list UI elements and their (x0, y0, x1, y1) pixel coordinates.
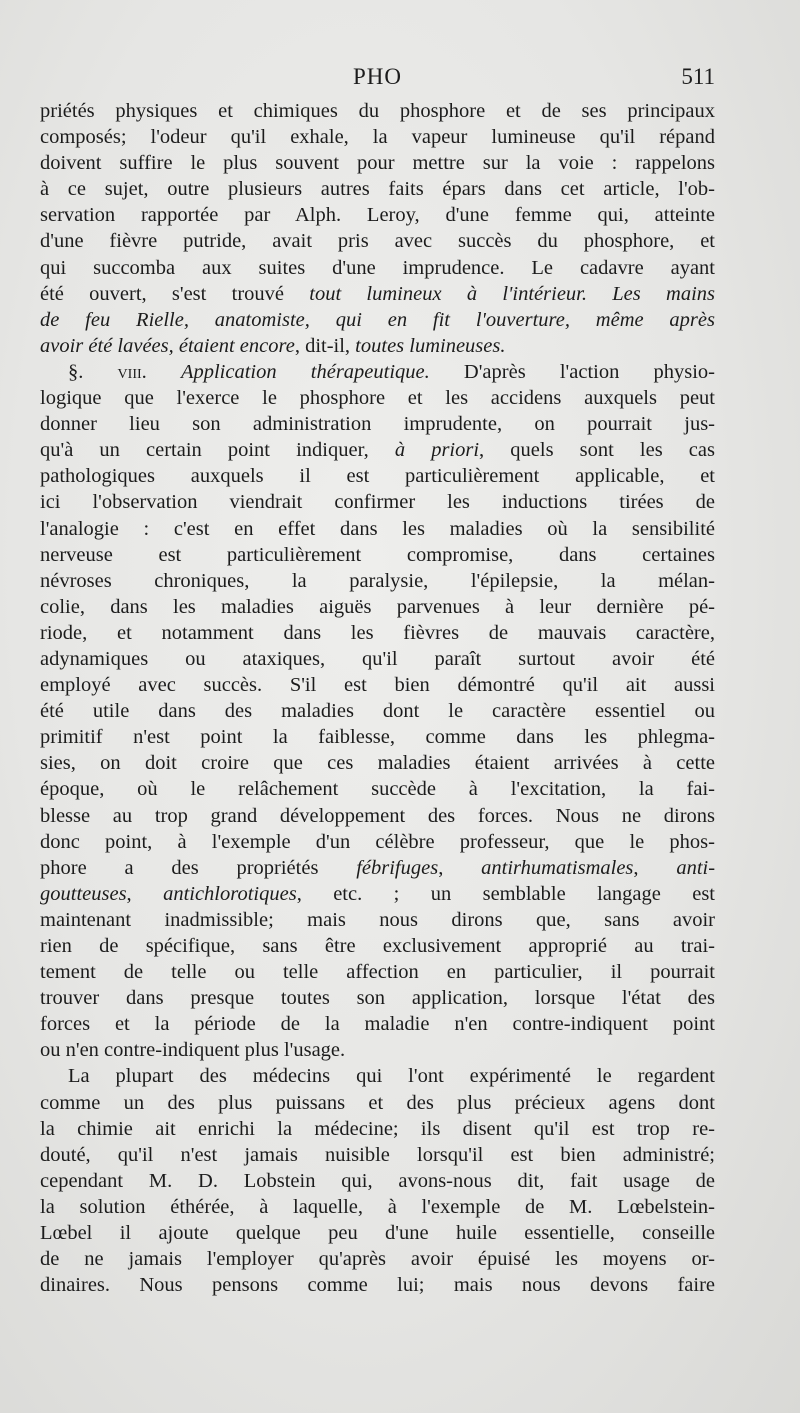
text-line: douté, qu'il n'est jamais nuisible lorsqu'il est bien administré; (40, 1143, 715, 1166)
body-text (40, 98, 715, 1298)
text-line: époque, où le relâchement succède à l'excitation, la fai- (40, 778, 715, 801)
text-line: d'une fièvre putride, avait pris avec succès du phosphore, et (40, 230, 715, 253)
text-line: névroses chroniques, la paralysie, l'épilepsie, la mélan- (40, 569, 715, 592)
text-line: doivent suffire le plus souvent pour mettre sur la voie : rappelons (40, 152, 715, 175)
text-line: pathologiques auxquels il est particulièrement applicable, et (40, 465, 715, 488)
text-line: l'analogie : c'est en effet dans les maladies où la sensibilité (40, 517, 715, 540)
text-line: maintenant inadmissible; mais nous dirons que, sans avoir (40, 908, 715, 931)
text-line: goutteuses, antichlorotiques, etc. ; un semblable langage est (40, 882, 715, 905)
text-line: phore a des propriétés fébrifuges, antirhumatismales, anti- (40, 856, 715, 879)
text-line: sies, on doit croire que ces maladies étaient arrivées à cette (40, 752, 715, 775)
text-line: qu'à un certain point indiquer, à priori, quels sont les cas (40, 439, 715, 462)
text-line: trouver dans presque toutes son application, lorsque l'état des (40, 987, 715, 1010)
text-line: de ne jamais l'employer qu'après avoir épuisé les moyens or- (40, 1248, 715, 1271)
text-line: été ouvert, s'est trouvé tout lumineux à l'intérieur. Les mains (40, 282, 715, 305)
text-line: été utile dans des maladies dont le caractère essentiel ou (40, 700, 715, 723)
text-line: nerveuse est particulièrement compromise, dans certaines (40, 543, 715, 566)
text-line: colie, dans les maladies aiguës parvenues à leur dernière pé- (40, 595, 715, 618)
text-line: adynamiques ou ataxiques, qu'il paraît surtout avoir été (40, 647, 715, 670)
text-line: logique que l'exerce le phosphore et les accidens auxquels peut (40, 387, 715, 410)
text-line: priétés physiques et chimiques du phosphore et de ses principaux (40, 100, 715, 122)
running-head: PHO (352, 64, 402, 89)
text-line: à ce sujet, outre plusieurs autres faits épars dans cet article, l'ob- (40, 178, 715, 201)
text-line: ici l'observation viendrait confirmer les inductions tirées de (40, 491, 715, 514)
text-line: employé avec succès. S'il est bien démontré qu'il ait aussi (40, 674, 715, 697)
text-line: ou n'en contre-indiquent plus l'usage. (40, 1039, 346, 1062)
text-line: la solution éthérée, à laquelle, à l'exemple de M. Lœbelstein- (40, 1195, 715, 1218)
section-heading-line: §. viii. Application thérapeutique. D'après l'action physio- (68, 360, 715, 383)
text-line: la chimie ait enrichi la médecine; ils disent qu'il est trop re- (40, 1117, 715, 1140)
text-line: qui succomba aux suites d'une imprudence. Le cadavre ayant (40, 256, 715, 279)
text-line: composés; l'odeur qu'il exhale, la vapeur lumineuse qu'il répand (40, 126, 715, 149)
text-line: comme un des plus puissans et des plus précieux agens dont (40, 1091, 715, 1114)
text-line: forces et la période de la maladie n'en contre-indiquent point (40, 1013, 715, 1036)
page-number: 511 (681, 64, 715, 89)
text-line: tement de telle ou telle affection en particulier, il pourrait (40, 961, 715, 984)
text-line: riode, et notamment dans les fièvres de mauvais caractère, (40, 621, 715, 644)
text-line: donc point, à l'exemple d'un célèbre professeur, que le phos- (40, 830, 715, 853)
page-header (40, 64, 715, 94)
text-line: servation rapportée par Alph. Leroy, d'une femme qui, atteinte (40, 204, 715, 227)
text-line: rien de spécifique, sans être exclusivement approprié au trai- (40, 935, 715, 957)
text-line: de feu Rielle, anatomiste, qui en fit l'ouverture, même après (40, 308, 715, 331)
text-line: donner lieu son administration imprudente, on pourrait jus- (40, 413, 715, 436)
text-line: dinaires. Nous pensons comme lui; mais nous devons faire (40, 1274, 715, 1297)
text-line: avoir été lavées, étaient encore, dit-il, toutes lumineuses. (40, 334, 506, 357)
text-line: primitif n'est point la faiblesse, comme dans les phlegma- (40, 726, 715, 749)
text-line: blesse au trop grand développement des forces. Nous ne dirons (40, 804, 715, 827)
text-line: cependant M. D. Lobstein qui, avons-nous dit, fait usage de (40, 1169, 715, 1192)
text-line: Lœbel il ajoute quelque peu d'une huile essentielle, conseille (40, 1222, 715, 1245)
paragraph-start-line: La plupart des médecins qui l'ont expérimenté le regardent (68, 1065, 715, 1088)
